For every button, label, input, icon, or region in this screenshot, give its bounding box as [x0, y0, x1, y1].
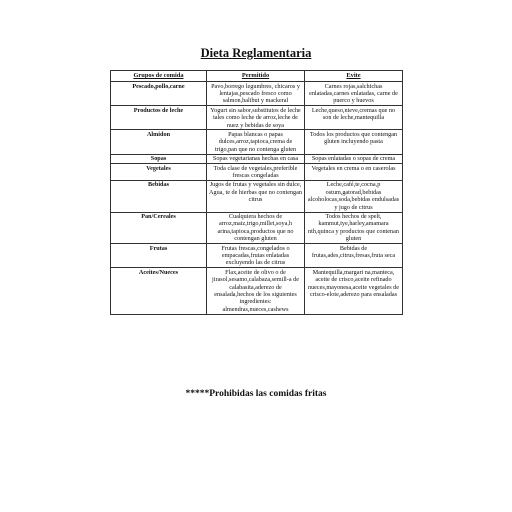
- evite-cell: Mantequilla,margari na,manteca, aceite de crisco,aceite refinado nueces,mayonesa,aceite vegetales de crisco-elote,aderezo para ensaladas: [305, 268, 403, 314]
- evite-cell: Vegetales en crema o en caserolas: [305, 164, 403, 181]
- permitido-cell: Jugos de frutas y vegetales sin dulce, Agua, te de hierbas que no contengan citrus: [207, 180, 305, 212]
- group-cell: Bebidas: [111, 180, 207, 212]
- permitido-cell: Toda clase de vegetales,preferible frescas congeladas: [207, 164, 305, 181]
- table-row: [111, 106, 403, 130]
- header-permitido: Permitido: [207, 71, 305, 82]
- table-row: [111, 164, 403, 181]
- group-cell: Frutas: [111, 244, 207, 268]
- evite-cell: Sopas enlatadas o sopas de crema: [305, 154, 403, 163]
- document-title: [0, 46, 512, 61]
- group-cell: Productos de leche: [111, 106, 207, 130]
- permitido-cell: Sopas vegetarianas hechas en casa: [207, 154, 305, 163]
- table-row: [111, 180, 403, 212]
- group-cell: Almidon: [111, 130, 207, 154]
- permitido-cell: Pavo,borrego legumbres, chicaros y lentajas,pescado fresco como salmon,halibut y mackeral: [207, 82, 305, 106]
- permitido-cell: Yogurt sin sabor,substitutos de leche tales como leche de arroz,leche de nuez y bebidas de soya: [207, 106, 305, 130]
- evite-cell: Leche,café,te,cocna,p ostum,gatorad,bebidas alcoholocas,soda,bebidas endulsadas y jugo de citrus: [305, 180, 403, 212]
- table-row: [111, 268, 403, 314]
- evite-cell: Todos los productos que contengan gluten incluyendo pasta: [305, 130, 403, 154]
- permitido-cell: Papas blancas o papas dulces,arroz,tapioca,crema de trigo,pan que no contenga gluten: [207, 130, 305, 154]
- table-row: [111, 130, 403, 154]
- group-cell: Sopas: [111, 154, 207, 163]
- footer-note: *****Prohibidas las comidas fritas: [185, 389, 327, 399]
- group-cell: Pan/Cereales: [111, 212, 207, 244]
- header-evite: Evite: [305, 71, 403, 82]
- permitido-cell: Flax,aceite de olivo o de jirasol,sesamo,calabaza,semill-a de calabasita,aderezo de ensalada,hechos de los siguientes ingredientes: almendras,nueces,cashews: [207, 268, 305, 314]
- evite-cell: Todos hechos de spelt, kammut,tye,harley,amamara nth,quinca y productos que contenan gluten: [305, 212, 403, 244]
- table-row: [111, 82, 403, 106]
- table-row: [111, 244, 403, 268]
- group-cell: Aceites/Nueces: [111, 268, 207, 314]
- table-row: [111, 212, 403, 244]
- evite-cell: Carnes rojas,salchichas enlatadas,carnes enlatadas, carne de puerco y huevos: [305, 82, 403, 106]
- permitido-cell: Frutas frescas,congelados o empacadas,frutas enlatadas excluyendo las de citrus: [207, 244, 305, 268]
- table-header-row: [111, 71, 403, 82]
- group-cell: Vegetales: [111, 164, 207, 181]
- group-cell: Pescado,pollo,carne: [111, 82, 207, 106]
- evite-cell: Bebidas de frutas,ades,citrus,fresas,fruta seca: [305, 244, 403, 268]
- diet-table: [110, 70, 403, 315]
- table-row: [111, 154, 403, 163]
- permitido-cell: Cualquiera hechos de arroz,maiz,trigo,millet,soya,h arina,tapioca,productos que no contengan gluten: [207, 212, 305, 244]
- header-grupos: Grupos de comida: [111, 71, 207, 82]
- document-title-text: Dieta Reglamentaria: [200, 46, 312, 60]
- evite-cell: Leche,queso,nieve,cremas que no son de leche,mantequilla: [305, 106, 403, 130]
